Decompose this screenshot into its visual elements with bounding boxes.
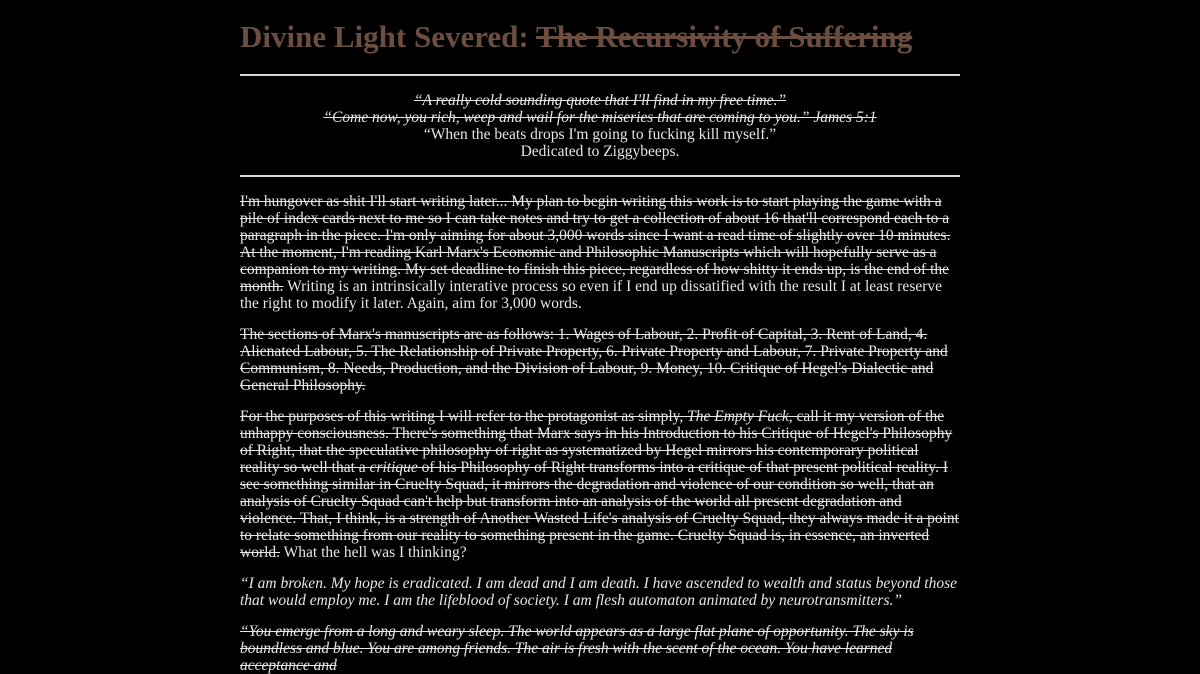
paragraph-1-struck: I'm hungover as shit I'll start writing later... My plan to begin writing this work is to start playing the game with a pile of index cards next to me so I can take notes and try to get a collection of about 16 that'll correspond each to a paragraph in the piece. I'm only aiming for about 3,000 words since I want a read time of slightly over 10 minutes. At the moment, I'm reading Karl Marx's Economic and Philosophic Manuscripts which will hopefully serve as a companion to my writing. My set deadline to finish this piece, regardless of how shitty it ends up, is the end of the month. [240, 193, 951, 295]
paragraph-1 [240, 193, 960, 312]
page-title [240, 0, 960, 55]
document-body [240, 177, 960, 674]
epigraph-line-1: “A really cold sounding quote that I'll find in my free time.” [413, 92, 787, 109]
epigraph-line-3: “When the beats drops I'm going to fucking kill myself.” [423, 126, 777, 143]
paragraph-5-quote: “You emerge from a long and weary sleep. The world appears as a large flat plane of opportunity. The sky is boundless and blue. You are among friends. The air is fresh with the scent of the ocean. You have learned acceptance and [240, 623, 914, 674]
document-page [240, 0, 960, 674]
epigraph-line-2: “Come now, you rich, weep and wail for the miseries that are coming to you.” James 5:1 [323, 109, 877, 126]
paragraph-2-struck: The sections of Marx's manuscripts are as follows: 1. Wages of Labour, 2. Profit of Capital, 3. Rent of Land, 4. Alienated Labour, 5. The Relationship of Private Property, 6. Private Property and Labour, 7. Private Property and Communism, 8. Needs, Production, and the Division of Labour, 9. Money, 10. Critique of Hegel's Dialectic and General Philosophy. [240, 326, 948, 394]
dedication: Dedicated to Ziggybeeps. [520, 143, 680, 160]
paragraph-2 [240, 326, 960, 394]
paragraph-3-struck: For the purposes of this writing I will refer to the protagonist as simply, The Empty Fuck, call it my version of the unhappy consciousness. There's something that Marx says in his Introduction to his Critique of Hegel's Philosophy of Right, that the speculative philosophy of right as systematized by Hegel mirrors his contemporary political reality so well that a critique of his Philosophy of Right transforms into a critique of that present political reality. I see something similar in Cruelty Squad, it mirrors the degradation and violence of our condition so well, that an analysis of Cruelty Squad can't help but transform into an analysis of the world all present degradation and violence. That, I think, is a strength of Another Wasted Life's analysis of Cruelty Squad, they always made it a point to relate something from our reality to something present in the game. Cruelty Squad is, in essence, an inverted world. [240, 408, 959, 561]
title-main: Divine Light Severed: [240, 19, 529, 54]
paragraph-3-plain: What the hell was I thinking? [280, 544, 467, 561]
paragraph-3 [240, 408, 960, 561]
paragraph-1-plain: Writing is an intrinsically interative process so even if I end up dissatified with the result I at least reserve the right to modify it later. Again, aim for 3,000 words. [240, 278, 943, 312]
title-struck: The Recursivity of Suffering [535, 19, 913, 54]
epigraph [240, 76, 960, 175]
paragraph-4-quote: “I am broken. My hope is eradicated. I am dead and I am death. I have ascended to wealth and status beyond those that would employ me. I am the lifeblood of society. I am flesh automaton animated by neurotransmitters.” [240, 575, 958, 609]
